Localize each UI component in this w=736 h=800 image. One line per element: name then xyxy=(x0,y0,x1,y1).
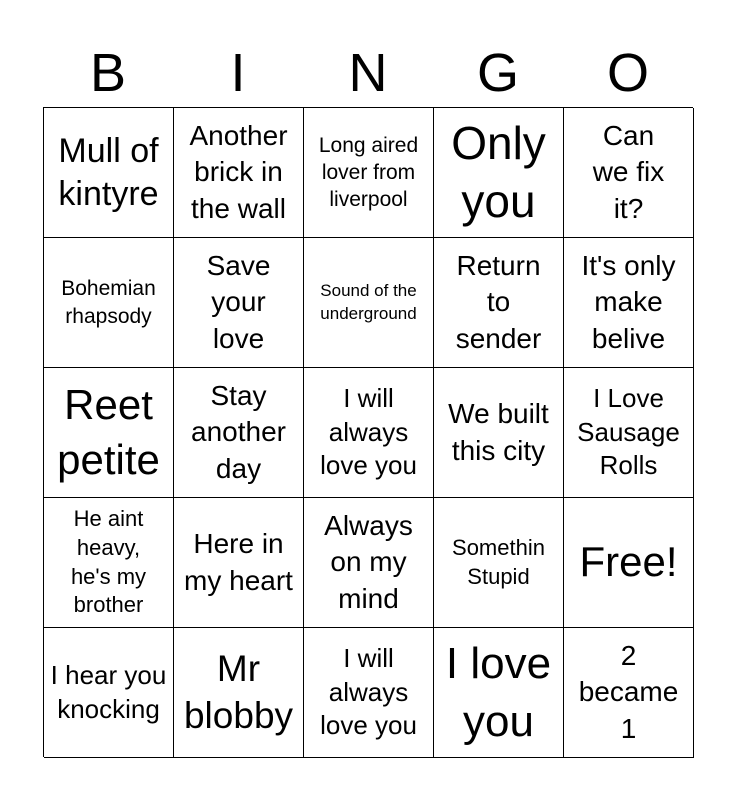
bingo-cell[interactable] xyxy=(304,238,434,368)
bingo-cell[interactable] xyxy=(44,368,174,498)
bingo-cell[interactable] xyxy=(564,108,694,238)
cell-text: Here in my heart xyxy=(184,528,293,596)
bingo-cell[interactable] xyxy=(174,238,304,368)
header-letter-o: O xyxy=(606,43,649,103)
bingo-cell[interactable] xyxy=(44,238,174,368)
bingo-cell[interactable] xyxy=(304,498,434,628)
bingo-cell[interactable] xyxy=(564,368,694,498)
cell-text: Can we fix it? xyxy=(592,119,665,224)
bingo-cell[interactable] xyxy=(304,368,434,498)
cell-text: He aint heavy, he's my brother xyxy=(70,506,147,618)
bingo-cell[interactable] xyxy=(564,628,694,758)
bingo-cell[interactable] xyxy=(304,628,434,758)
header-letter-g: G xyxy=(476,43,519,103)
cell-text: Sound of the underground xyxy=(320,280,417,323)
cell-text: I love you xyxy=(445,639,552,746)
bingo-cell[interactable] xyxy=(564,498,694,628)
cell-text: Mr blobby xyxy=(183,648,294,736)
bingo-cell[interactable] xyxy=(174,108,304,238)
bingo-cell[interactable] xyxy=(304,108,434,238)
cell-text: Long aired lover from liverpool xyxy=(318,133,419,212)
cell-text: Always on my mind xyxy=(324,509,413,614)
cell-text: Reet petite xyxy=(57,380,160,483)
cell-text: I hear you knocking xyxy=(50,659,167,724)
cell-text: Return to sender xyxy=(455,249,542,354)
cell-text: Another brick in the wall xyxy=(189,119,288,224)
cell-text: It's only make belive xyxy=(581,249,676,354)
bingo-header xyxy=(43,38,693,108)
cell-text: Only you xyxy=(451,117,546,227)
bingo-cell[interactable] xyxy=(564,238,694,368)
cell-text: Free! xyxy=(579,538,678,586)
cell-text: 2 became 1 xyxy=(578,639,679,744)
bingo-cell[interactable] xyxy=(44,108,174,238)
cell-text: Bohemian rhapsody xyxy=(61,277,156,328)
bingo-cell[interactable] xyxy=(434,108,564,238)
bingo-cell[interactable] xyxy=(434,368,564,498)
bingo-cell[interactable] xyxy=(44,498,174,628)
header-letter-i: I xyxy=(230,43,246,103)
bingo-cell[interactable] xyxy=(434,498,564,628)
bingo-cell[interactable] xyxy=(44,628,174,758)
bingo-cell[interactable] xyxy=(434,238,564,368)
cell-text: Somethin Stupid xyxy=(452,534,545,589)
cell-text: I will always love you xyxy=(320,642,417,741)
cell-text: I Love Sausage Rolls xyxy=(577,382,680,481)
bingo-board xyxy=(43,107,693,757)
cell-text: Stay another day xyxy=(191,379,286,484)
cell-text: We built this city xyxy=(448,398,549,466)
bingo-cell[interactable] xyxy=(174,498,304,628)
cell-text: I will always love you xyxy=(320,382,417,481)
bingo-cell[interactable] xyxy=(434,628,564,758)
header-letter-b: B xyxy=(89,43,127,103)
cell-text: Save your love xyxy=(206,249,271,354)
header-letter-n: N xyxy=(348,43,388,103)
bingo-cell[interactable] xyxy=(174,628,304,758)
cell-text: Mull of kintyre xyxy=(58,132,159,213)
bingo-cell[interactable] xyxy=(174,368,304,498)
